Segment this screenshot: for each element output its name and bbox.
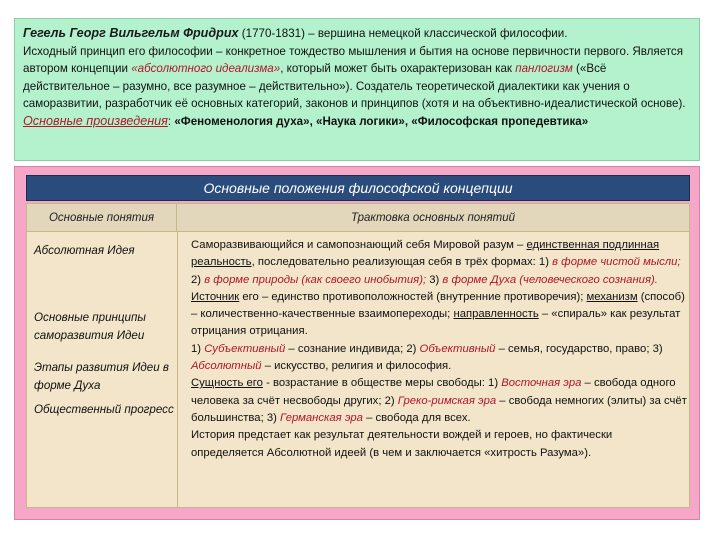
interpretation-spirit-stages: 1) Субъективный – сознание индивида; 2) Объективный – семья, государство, право; 3) Абсолютный – искусство, религия и философия. [191, 342, 663, 373]
column-header-concepts: Основные понятия [27, 204, 177, 232]
column-divider [177, 232, 178, 507]
interpretation-absolute-idea: Саморазвивающийся и самопознающий себя Мировой разум – единственная подлинная реальность, последовательно реализующая себя в трёх формах: 1) в форме чистой мысли; 2) в форме природы (как своего инобытия); 3) в форме Духа (человеческого сознания). [191, 239, 681, 286]
concept-absolute-idea: Абсолютная Идея [34, 244, 135, 257]
works-list: «Феноменология духа», «Наука логики», «Философская пропедевтика» [174, 114, 589, 128]
philosopher-name: Гегель Георг Вильгельм Фридрих [23, 26, 239, 40]
intro-text: Гегель Георг Вильгельм Фридрих (1770-1831) – вершина немецкой классической философии. [23, 26, 568, 40]
works-label: Основные произведения [23, 113, 168, 128]
concept-table [26, 203, 690, 508]
concept-social-progress: Общественный прогресс [34, 403, 174, 416]
intro-panel [14, 18, 700, 161]
interpretation-progress: Сущность его - возрастание в обществе меры свободы: 1) Восточная эра – свобода одного человека за счёт несвободы других; 2) Греко-римская эра – свобода немногих (элиты) за счёт большинства; 3) Германская эра – свобода для всех. [191, 377, 687, 424]
interpretation-history: История предстает как результат деятельности вождей и героев, но фактически определяется Абсолютной идеей (в чем и заключается «хитрость Разума»). [191, 429, 613, 459]
panlogism: панлогизм [515, 62, 573, 76]
interpretation-principles: Источник его – единство противоположностей (внутренние противоречия); механизм (способ) – количественно-качественные взаимопереходы; направленность – «спираль» как результат отрицания отрицания. [191, 290, 685, 338]
concept-principles: Основные принципы саморазвития Идеи [34, 311, 146, 342]
principle-text: Исходный принцип его философии – конкретное тождество мышления и бытия на основе первичности первого. Является автором концепции «абсолютного идеализма», который может быть охарактеризован как панлогизм («Всё действительное – разумно, все разумное – действительно»). Создатель теоретической диалектики как учения о саморазвитии, разработчик её основных категорий, законов и принципов (хотя и на объективно-идеалистической основе). [23, 44, 686, 111]
absolute-idealism: «абсолютного идеализма» [131, 62, 281, 76]
column-header-interpretation: Трактовка основных понятий [177, 204, 689, 232]
interpretation-column [191, 237, 687, 462]
concept-spirit-stages: Этапы развития Идеи в форме Духа [34, 361, 169, 392]
works-line: Основные произведения: «Феноменология духа», «Наука логики», «Философская пропедевтика» [23, 113, 589, 128]
section-banner: Основные положения философской концепции [26, 175, 690, 201]
